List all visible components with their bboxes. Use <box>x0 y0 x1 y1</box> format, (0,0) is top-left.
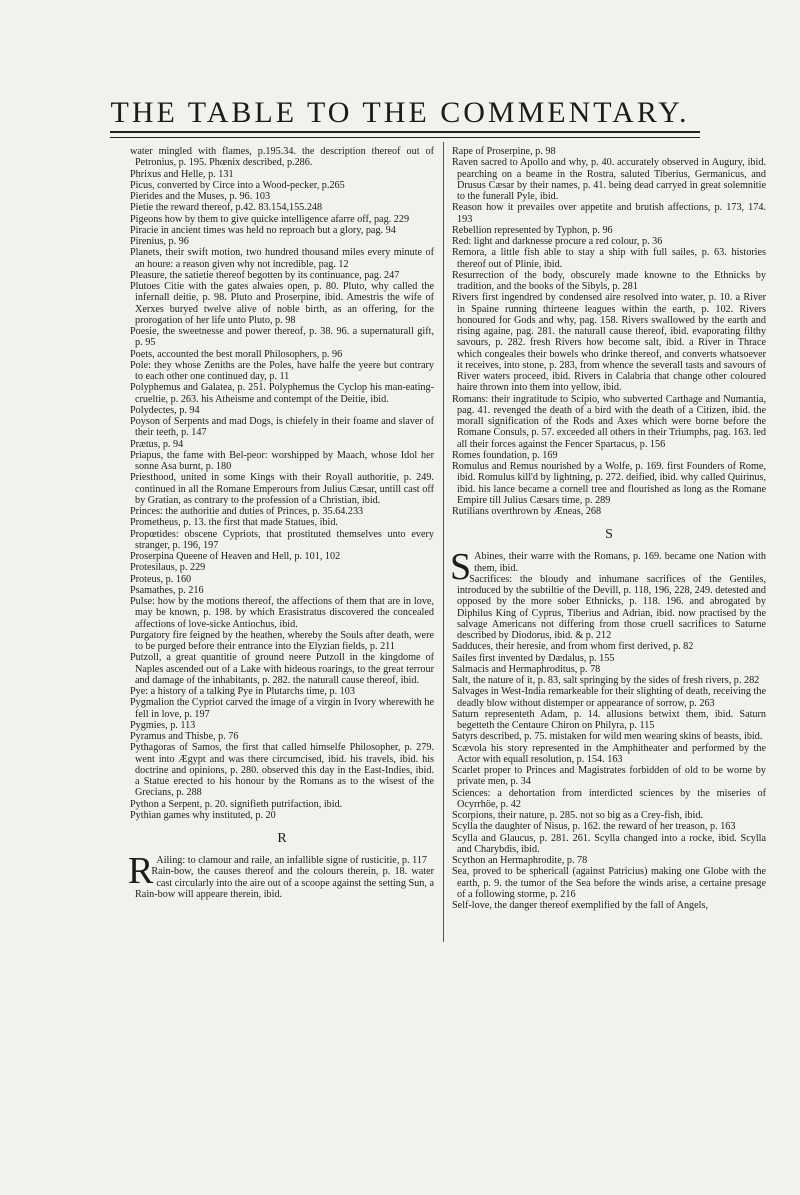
index-entry: Reason how it prevailes over appetite and brutish affections, p. 173, 174. 193 <box>452 202 766 225</box>
index-entry: Polydectes, p. 94 <box>130 404 200 416</box>
left-column <box>130 146 434 900</box>
index-entry: Scorpions, their nature, p. 285. not so big as a Crey-fish, ibid. <box>452 810 703 821</box>
index-entry: Pietie the reward thereof, p.42. 83.154,155.248 <box>130 202 323 214</box>
column-divider <box>443 142 444 942</box>
header-rule-top <box>110 131 700 133</box>
index-entry-sabines <box>450 546 766 589</box>
index-entry: Salt, the nature of it, p. 83, salt springing by the sides of fresh rivers, p. 282 <box>452 675 760 686</box>
right-column <box>452 146 766 911</box>
index-entry: Priesthood, united in some Kings with their Royall authoritie, p. 249. continued in all the Romane Emperours from Julius Cæsar, untill cast off by Gratian, as contrary to the profession of a Christian, ibid. <box>130 472 434 506</box>
entries-s-list <box>452 574 766 912</box>
index-entry: Rivers first ingendred by condensed aire resolved into water, p. 10. a River in Spaine running thirteene leagues within the earth, p. 102. Rivers honoured for Gods and why, pag. 158. Rivers swallowed by the earth and rising againe, pag. 281. the naturall cause thereof, ibid. evaporating filthy savours, p. 282. fresh Rivers how become salt, ibid. a River in Thrace which congeales their bowels who drinke thereof, and converts whatsoever it receives, into stone, p. 283, from whence the severall tasts and savours of River waters proceed, ibid. Rivers in Calabria that change other coloured haire thrown into them into yellow, ibid. <box>452 292 766 394</box>
index-entry: Pyramus and Thisbe, p. 76 <box>130 731 239 742</box>
index-entry: Python a Serpent, p. 20. signifieth putrifaction, ibid. <box>130 798 343 810</box>
index-entry: Proserpina Queene of Heaven and Hell, p. 101, 102 <box>130 551 341 562</box>
index-entry: Phrixus and Helle, p. 131 <box>130 168 234 180</box>
drop-capital-r: R <box>128 850 154 892</box>
index-entry: water mingled with flames, p.195.34. the description thereof out of Petronius, p. 195. Phœnix described, p.286. <box>130 146 434 169</box>
index-entry: Romans: their ingratitude to Scipio, who subverted Carthage and Numantia, pag. 41. revenged the death of a bird with the death of a Citizen, ibid. the morall signification of the Rods and Axes which were borne before the Romane Consuls, p. 57. exceeded all others in their Triumphs, pag. 163. led all their forces against the Fencer Spartacus, p. 156 <box>452 393 766 450</box>
index-entry: Scævola his story represented in the Amphitheater and performed by the Actor with equall resolution, p. 154. 163 <box>452 742 766 765</box>
index-entry: Putzoll, a great quantitie of ground neere Putzoll in the kingdome of Naples ascended out of a Lake with hideous roarings, to the great terrour and damage of the inhabitants, p. 282. the naturall cause thereof, ibid. <box>130 652 434 686</box>
index-entry: Romulus and Remus nourished by a Wolfe, p. 169. first Founders of Rome, ibid. Romulus kill'd by lightning, p. 272. deified, ibid. why called Quirinus, ibid. his lance became a cornell tree and flourished as long as the Romane Empire till Julius Cæsars time, p. 289 <box>452 461 766 506</box>
entries-p-list <box>130 146 434 821</box>
page-header-title: THE TABLE TO THE COMMENTARY. <box>110 96 690 129</box>
index-entry: Rebellion represented by Typhon, p. 96 <box>452 224 613 236</box>
index-entry: Remora, a little fish able to stay a ship with full sailes, p. 63. histories thereof out of Plinie, ibid. <box>452 247 766 270</box>
index-entry: Pierides and the Muses, p. 96. 103 <box>130 191 271 202</box>
index-entry: Pygmalion the Cypriot carved the image of a virgin in Ivory wherewith he fell in love, p. 197 <box>130 697 434 720</box>
index-entry: Poesie, the sweetnesse and power thereof, p. 38. 96. a supernaturall gift, p. 95 <box>130 326 434 349</box>
index-entry: Sailes first invented by Dædalus, p. 155 <box>452 652 615 664</box>
index-entry: Salvages in West-India remarkeable for their slighting of death, receiving the deadly blow without distemper or appearance of sorrow, p. 263 <box>452 686 766 709</box>
header-rule-bottom <box>110 137 700 138</box>
index-entry: Pygmies, p. 113 <box>130 719 196 731</box>
index-entry: Romes foundation, p. 169 <box>452 449 558 461</box>
index-entry: Satyrs described, p. 75. mistaken for wild men wearing skins of beasts, ibid. <box>452 731 763 743</box>
index-entry: Red: light and darknesse procure a red colour, p. 36 <box>452 236 663 247</box>
index-entry: Sadduces, their heresie, and from whom first derived, p. 82 <box>452 641 694 653</box>
index-entry: Scarlet proper to Princes and Magistrates forbidden of old to be worne by private men, p. 34 <box>452 765 766 788</box>
index-entry: Plutoes Citie with the gates alwaies open, p. 80. Pluto, why called the infernall deitie, p. 98. Pluto and Proserpine, ibid. Amestris the wife of Xerxes buryed twelve alive of noble birth, as an offering, for the prorogation of her life unto Pluto, p. 98 <box>130 281 434 326</box>
index-entry: Salmacis and Hermaphroditus, p. 78 <box>452 663 601 675</box>
index-entry: Scylla the daughter of Nisus, p. 162. the reward of her treason, p. 163 <box>452 821 736 833</box>
index-entry: Poyson of Serpents and mad Dogs, is chiefely in their foame and slaver of their teeth, p. 147 <box>130 416 434 439</box>
index-entry: Pirenius, p. 96 <box>130 236 189 247</box>
section-heading-s: S <box>605 527 613 543</box>
index-entry: Picus, converted by Circe into a Wood-pecker, p.265 <box>130 179 345 191</box>
entry-text: Abines, their warre with the Romans, p. 169. became one Nation with them, ibid. <box>474 551 766 574</box>
index-entry: Self-love, the danger thereof exemplified by the fall of Angels, <box>452 900 709 911</box>
index-entry: Raven sacred to Apollo and why, p. 40. accurately observed in Augury, ibid. pearching on a beame in the Rostra, saluted Tiberius, Germanicus, and Drusus Cæsar by their names, p. 41. being dead carryed in great solemnitie to the funerall Pyle, ibid. <box>452 157 766 202</box>
index-entry: Prætus, p. 94 <box>130 438 184 450</box>
index-entry: Pole: they whose Zeniths are the Poles, have halfe the yeere but contrary to each other one continued day, p. 11 <box>130 359 434 382</box>
index-entry: Planets, their swift motion, two hundred thousand miles every minute of an houre: a reason given why not incredible, pag. 12 <box>130 247 434 270</box>
entry-text: Ailing: to clamour and raile, an infallible signe of rusticitie, p. 117 <box>156 855 428 866</box>
index-entry: Propœtides: obscene Cypriots, that prostituted themselves unto every stranger, p. 196, 197 <box>130 528 434 551</box>
index-entry: Pigeons how by them to give quicke intelligence afarre off, pag. 229 <box>130 213 410 225</box>
index-entry: Protesilaus, p. 229 <box>130 562 206 574</box>
index-entry: Sacrifices: the bloudy and inhumane sacrifices of the Gentiles, introduced by the subtiltie of the Devill, p. 118, 196, 228, 249. detested and opposed by the more sober Ethnicks, p. 118. 196. and abrogated by Diphilus King of Cyprus, Tiberius and Adrian, ibid. now practised by the salvage Americans not differing from those cruell sacrifices to Saturne described by Diodorus, ibid. & p. 212 <box>457 573 766 641</box>
index-entry: Sea, proved to be sphericall (against Patricius) making one Globe with the earth, p. 9. the tumor of the Sea before the winds arise, a certaine presage of a following storme, p. 216 <box>452 866 766 900</box>
index-entry: Piracie in ancient times was held no reproach but a glory, pag. 94 <box>130 224 396 236</box>
index-entry: Psamathes, p. 216 <box>130 584 204 596</box>
index-entry: Scylla and Glaucus, p. 281. 261. Scylla changed into a rocke, ibid. Scylla and Charybdis, ibid. <box>452 832 766 855</box>
index-entry: Priapus, the fame with Bel-peor: worshipped by Maach, whose Idol her sonne Asa burnt, p. 180 <box>130 449 434 472</box>
index-entry: Pye: a history of a talking Pye in Plutarchs time, p. 103 <box>130 686 355 697</box>
index-entry: Polyphemus and Galatea, p. 251. Polyphemus the Cyclop his man-eating-crueltie, p. 263. his Atheisme and contempt of the Deitie, ibid. <box>130 382 434 405</box>
index-entry-rainbow: Rain-bow, the causes thereof and the colours therein, p. 18. water cast circularly into the aire out of a scoope against the setting Sun, a Rain-bow will appeare therein, ibid. <box>135 866 434 900</box>
drop-capital-s: S <box>450 546 472 589</box>
index-entry: Purgatory fire feigned by the heathen, whereby the Souls after death, were to be purged before their entrance into the Elyzian fields, p. 211 <box>130 629 434 652</box>
section-heading-r: R <box>277 831 287 846</box>
index-entry: Pythian games why instituted, p. 20 <box>130 809 276 821</box>
index-entry: Sciences: a dehortation from interdicted sciences by the miseries of Ocyrrhöe, p. 42 <box>452 787 766 810</box>
index-entry: Rutilians overthrown by Æneas, 268 <box>452 506 602 517</box>
index-entry: Scython an Hermaphrodite, p. 78 <box>452 855 588 866</box>
index-entry: Pleasure, the satietie thereof begotten by its continuance, pag. 247 <box>130 269 400 281</box>
entries-r-list <box>452 146 766 517</box>
index-entry: Pythagoras of Samos, the first that called himselfe Philosopher, p. 279. went into Ægypt and was there circumcised, ibid. his travels, ibid. his doctrine and opinions, p. 280. observed this day in the East-Indies, ibid. a Statue erected to his honour by the Romans as to the wisest of the Grecians, p. 288 <box>130 742 434 799</box>
index-entry: Resurrection of the body, obscurely made knowne to the Ethnicks by tradition, and the books of the Sibyls, p. 281 <box>452 269 766 292</box>
index-entry: Saturn representeth Adam, p. 14. allusions betwixt them, ibid. Saturn begetteth the Centaure Chiron on Philyra, p. 115 <box>452 708 766 731</box>
index-entry: Proteus, p. 160 <box>130 573 192 585</box>
index-entry: Pulse: how by the motions thereof, the affections of them that are in love, may be known, p. 198. by which Erasistratus discovered the concealed affections of love-sicke Antiochus, ibid. <box>130 596 434 630</box>
index-entry: Poets, accounted the best morall Philosophers, p. 96 <box>130 348 343 360</box>
index-entry: Princes: the authoritie and duties of Princes, p. 35.64.233 <box>130 506 364 517</box>
index-entry: Prometheus, p. 13. the first that made Statues, ibid. <box>130 517 338 529</box>
index-entry: Rape of Proserpine, p. 98 <box>452 146 556 157</box>
